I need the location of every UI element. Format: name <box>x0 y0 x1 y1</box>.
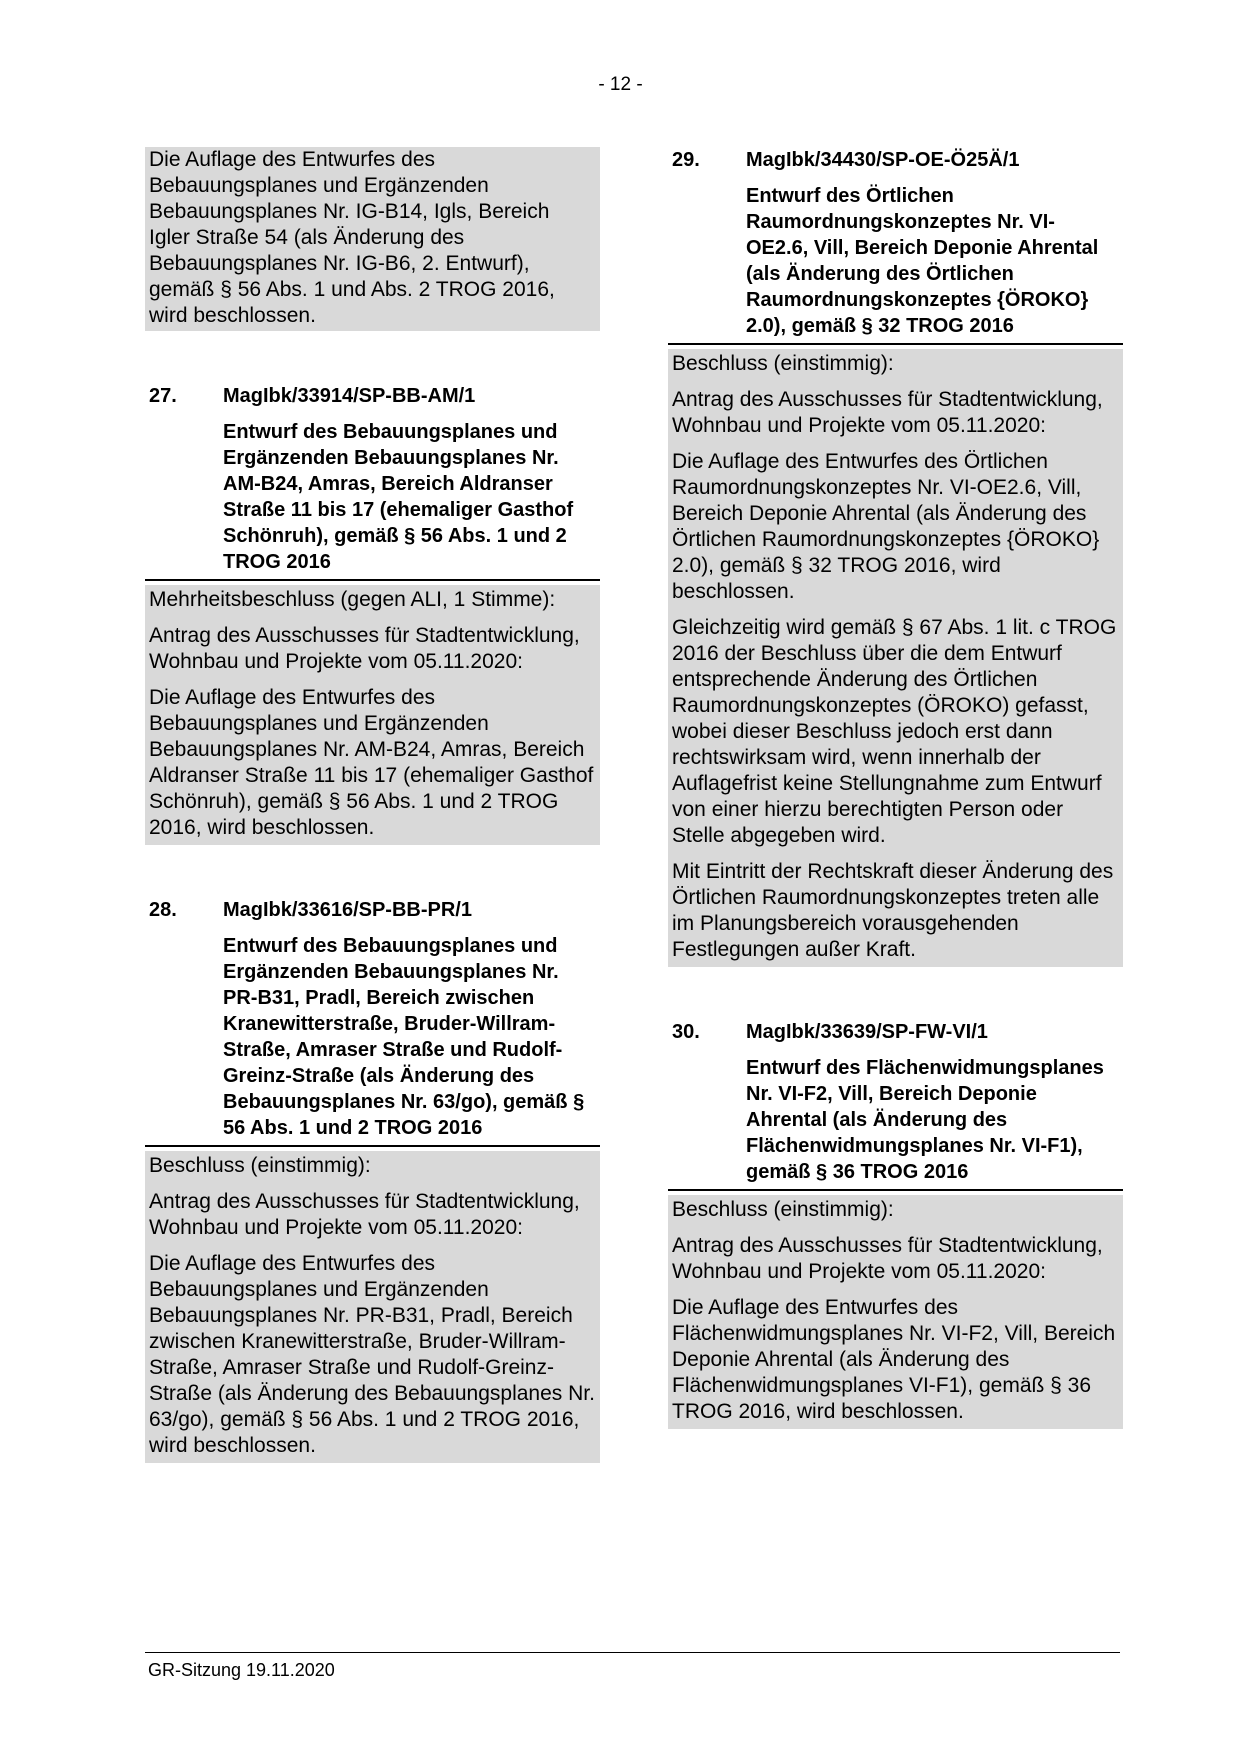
item-number: 28. <box>149 899 177 921</box>
resolution-text: Die Auflage des Entwurfes des Örtlichen Raumordnungskonzeptes Nr. VI-OE2.6, Vill, Bereich Deponie Ahrental (als Änderung des Örtlichen Raumordnungskonzeptes {ÖROKO} 2.0), gemäß § 32 TROG 2016, wird beschlossen. <box>672 450 1100 603</box>
decision-label: Beschluss (einstimmig): <box>149 1154 371 1177</box>
motion-text: Antrag des Ausschusses für Stadtentwicklung, Wohnbau und Projekte vom 05.11.2020: <box>672 1234 1103 1283</box>
item-code: MagIbk/33616/SP-BB-PR/1 <box>223 899 472 921</box>
resolution-text: Die Auflage des Entwurfes des Bebauungsplanes und Ergänzenden Bebauungsplanes Nr. PR-B31, Pradl, Bereich zwischen Kranewitterstraße, Bruder-Willram-Straße, Amraser Straße und Rudolf-Greinz-Straße (als Änderung des Bebauungsplanes Nr. 63/go), gemäß § 56 Abs. 1 und 2 TROG 2016, wird beschlossen. <box>149 1252 595 1457</box>
resolution-text: Die Auflage des Entwurfes des Flächenwidmungsplanes Nr. VI-F2, Vill, Bereich Deponie Ahrental (als Änderung des Flächenwidmungsplanes VI-F1), gemäß § 36 TROG 2016, wird beschlossen. <box>672 1296 1116 1423</box>
resolution-text-3: Mit Eintritt der Rechtskraft dieser Änderung des Örtlichen Raumordnungskonzeptes treten alle im Planungsbereich vorausgehenden Festlegungen außer Kraft. <box>672 860 1114 961</box>
item-title: Entwurf des Bebauungsplanes und Ergänzenden Bebauungsplanes Nr. AM-B24, Amras, Bereich Aldranser Straße 11 bis 17 (ehemaliger Gasthof Schönruh), gemäß § 56 Abs. 1 und 2 TROG 2016 <box>145 419 600 581</box>
decision-label: Beschluss (einstimmig): <box>672 352 894 375</box>
decision-label: Beschluss (einstimmig): <box>672 1198 894 1221</box>
item-title: Entwurf des Bebauungsplanes und Ergänzenden Bebauungsplanes Nr. PR-B31, Pradl, Bereich zwischen Kranewitterstraße, Bruder-Willram-Straße, Amraser Straße und Rudolf-Greinz-Straße (als Änderung des Bebauungsplanes Nr. 63/go), gemäß § 56 Abs. 1 und 2 TROG 2016 <box>145 933 600 1147</box>
resolution-block <box>668 1195 1123 1429</box>
footer-text: GR-Sitzung 19.11.2020 <box>148 1660 335 1680</box>
resolution-block <box>668 349 1123 967</box>
footer-divider <box>145 1652 1120 1653</box>
item-number: 30. <box>672 1021 700 1043</box>
motion-text: Antrag des Ausschusses für Stadtentwicklung, Wohnbau und Projekte vom 05.11.2020: <box>149 624 580 673</box>
agenda-item-29 <box>668 147 1123 967</box>
agenda-item-30 <box>668 1019 1123 1429</box>
item-heading <box>145 897 600 923</box>
item-code: MagIbk/33914/SP-BB-AM/1 <box>223 385 476 407</box>
resolution-text: Die Auflage des Entwurfes des Bebauungsplanes und Ergänzenden Bebauungsplanes Nr. IG-B14, Igls, Bereich Igler Straße 54 (als Änderung des Bebauungsplanes Nr. IG-B6, 2. Entwurf), gemäß § 56 Abs. 1 und Abs. 2 TROG 2016, wird beschlossen. <box>149 148 555 327</box>
item-heading <box>668 1019 1123 1045</box>
resolution-block <box>145 1151 600 1463</box>
item-number: 27. <box>149 385 177 407</box>
resolution-text-2: Gleichzeitig wird gemäß § 67 Abs. 1 lit. c TROG 2016 der Beschluss über die dem Entwurf entsprechende Änderung des Örtlichen Raumordnungskonzeptes (ÖROKO) gefasst, wobei dieser Beschluss jedoch erst dann rechtswirksam wird, wenn innerhalb der Auflagefrist keine Stellungnahme zum Entwurf von einer hierzu berechtigten Person oder Stelle abgegeben wird. <box>672 616 1117 847</box>
item-heading <box>668 147 1123 173</box>
item-title: Entwurf des Örtlichen Raumordnungskonzeptes Nr. VI-OE2.6, Vill, Bereich Deponie Ahrental (als Änderung des Örtlichen Raumordnungskonzeptes {ÖROKO} 2.0), gemäß § 32 TROG 2016 <box>668 183 1123 345</box>
item-number: 29. <box>672 149 700 171</box>
left-column <box>145 147 600 1463</box>
agenda-item-27 <box>145 383 600 845</box>
item-heading <box>145 383 600 409</box>
item-code: MagIbk/33639/SP-FW-VI/1 <box>746 1021 988 1043</box>
item-title: Entwurf des Flächenwidmungsplanes Nr. VI-F2, Vill, Bereich Deponie Ahrental (als Änderung des Flächenwidmungsplanes Nr. VI-F1), gemäß § 36 TROG 2016 <box>668 1055 1123 1191</box>
right-column <box>668 147 1123 1429</box>
page-number: - 12 - <box>598 74 643 95</box>
resolution-block <box>145 585 600 845</box>
motion-text: Antrag des Ausschusses für Stadtentwicklung, Wohnbau und Projekte vom 05.11.2020: <box>149 1190 580 1239</box>
resolution-text: Die Auflage des Entwurfes des Bebauungsplanes und Ergänzenden Bebauungsplanes Nr. AM-B24, Amras, Bereich Aldranser Straße 11 bis 17 (ehemaliger Gasthof Schönruh), gemäß § 56 Abs. 1 und 2 TROG 2016, wird beschlossen. <box>149 686 594 839</box>
resolution-text-block <box>145 147 600 331</box>
decision-label: Mehrheitsbeschluss (gegen ALI, 1 Stimme): <box>149 588 556 611</box>
motion-text: Antrag des Ausschusses für Stadtentwicklung, Wohnbau und Projekte vom 05.11.2020: <box>672 388 1103 437</box>
agenda-item-28 <box>145 897 600 1463</box>
item-code: MagIbk/34430/SP-OE-Ö25Ä/1 <box>746 149 1020 171</box>
